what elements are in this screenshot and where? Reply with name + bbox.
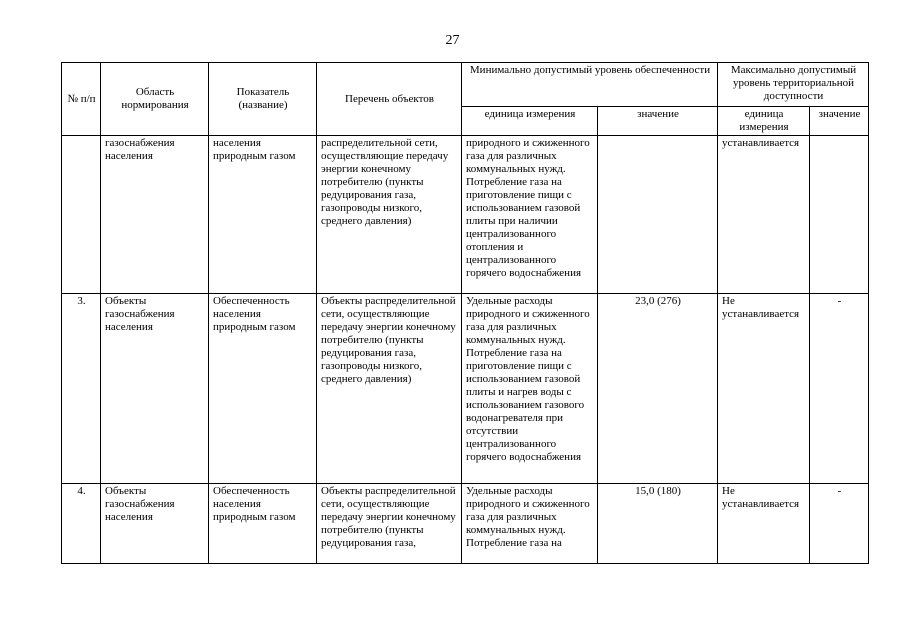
cell-unit: природного и сжиженного газа для различных коммунальных нужд. Потребление газа на приготовление пищи с использованием газовой плиты при наличии централизованного отопления и централизованного горячего водоснабжения <box>462 136 598 294</box>
cell-area: газоснабжения населения <box>101 136 209 294</box>
cell-indicator: населения природным газом <box>209 136 317 294</box>
cell-value2: - <box>810 484 869 564</box>
cell-num: 4. <box>62 484 101 564</box>
header-num: № п/п <box>62 63 101 136</box>
cell-area: Объекты газоснабжения населения <box>101 484 209 564</box>
cell-unit: Удельные расходы природного и сжиженного газа для различных коммунальных нужд. Потребление газа на <box>462 484 598 564</box>
header-value2: значение <box>810 107 869 136</box>
norms-table <box>61 62 869 564</box>
header-objects: Перечень объектов <box>317 63 462 136</box>
page-number: 27 <box>445 33 460 48</box>
cell-num <box>62 136 101 294</box>
cell-unit2: устанавливается <box>718 136 810 294</box>
cell-value: 23,0 (276) <box>598 294 718 484</box>
table-row <box>62 136 869 294</box>
cell-objects: Объекты распределительной сети, осуществляющие передачу энергии конечному потребителю (пункты редуцирования газа, газопроводы низкого, среднего давления) <box>317 294 462 484</box>
table-row <box>62 484 869 564</box>
cell-objects: Объекты распределительной сети, осуществляющие передачу энергии конечному потребителю (пункты редуцирования газа, <box>317 484 462 564</box>
cell-value2 <box>810 136 869 294</box>
header-value: значение <box>598 107 718 136</box>
cell-objects: распределительной сети, осуществляющие передачу энергии конечному потребителю (пункты редуцирования газа, газопроводы низкого, среднего давления) <box>317 136 462 294</box>
cell-value2: - <box>810 294 869 484</box>
header-indicator: Показатель (название) <box>209 63 317 136</box>
cell-value <box>598 136 718 294</box>
cell-num: 3. <box>62 294 101 484</box>
cell-area: Объекты газоснабжения населения <box>101 294 209 484</box>
cell-value: 15,0 (180) <box>598 484 718 564</box>
cell-unit2: Не устанавливается <box>718 294 810 484</box>
header-max-level: Максимально допустимый уровень территориальной доступности <box>718 63 869 107</box>
header-unit: единица измерения <box>462 107 598 136</box>
cell-indicator: Обеспеченность населения природным газом <box>209 484 317 564</box>
header-min-level: Минимально допустимый уровень обеспеченности <box>462 63 718 107</box>
header-area: Область нормирования <box>101 63 209 136</box>
table-row <box>62 294 869 484</box>
cell-indicator: Обеспеченность населения природным газом <box>209 294 317 484</box>
cell-unit: Удельные расходы природного и сжиженного газа для различных коммунальных нужд. Потребление газа на приготовление пищи с использованием газовой плиты и нагрев воды с использованием газового водонагревателя при отсутствии централизованного горячего водоснабжения <box>462 294 598 484</box>
cell-unit2: Не устанавливается <box>718 484 810 564</box>
header-unit2: единица измерения <box>718 107 810 136</box>
